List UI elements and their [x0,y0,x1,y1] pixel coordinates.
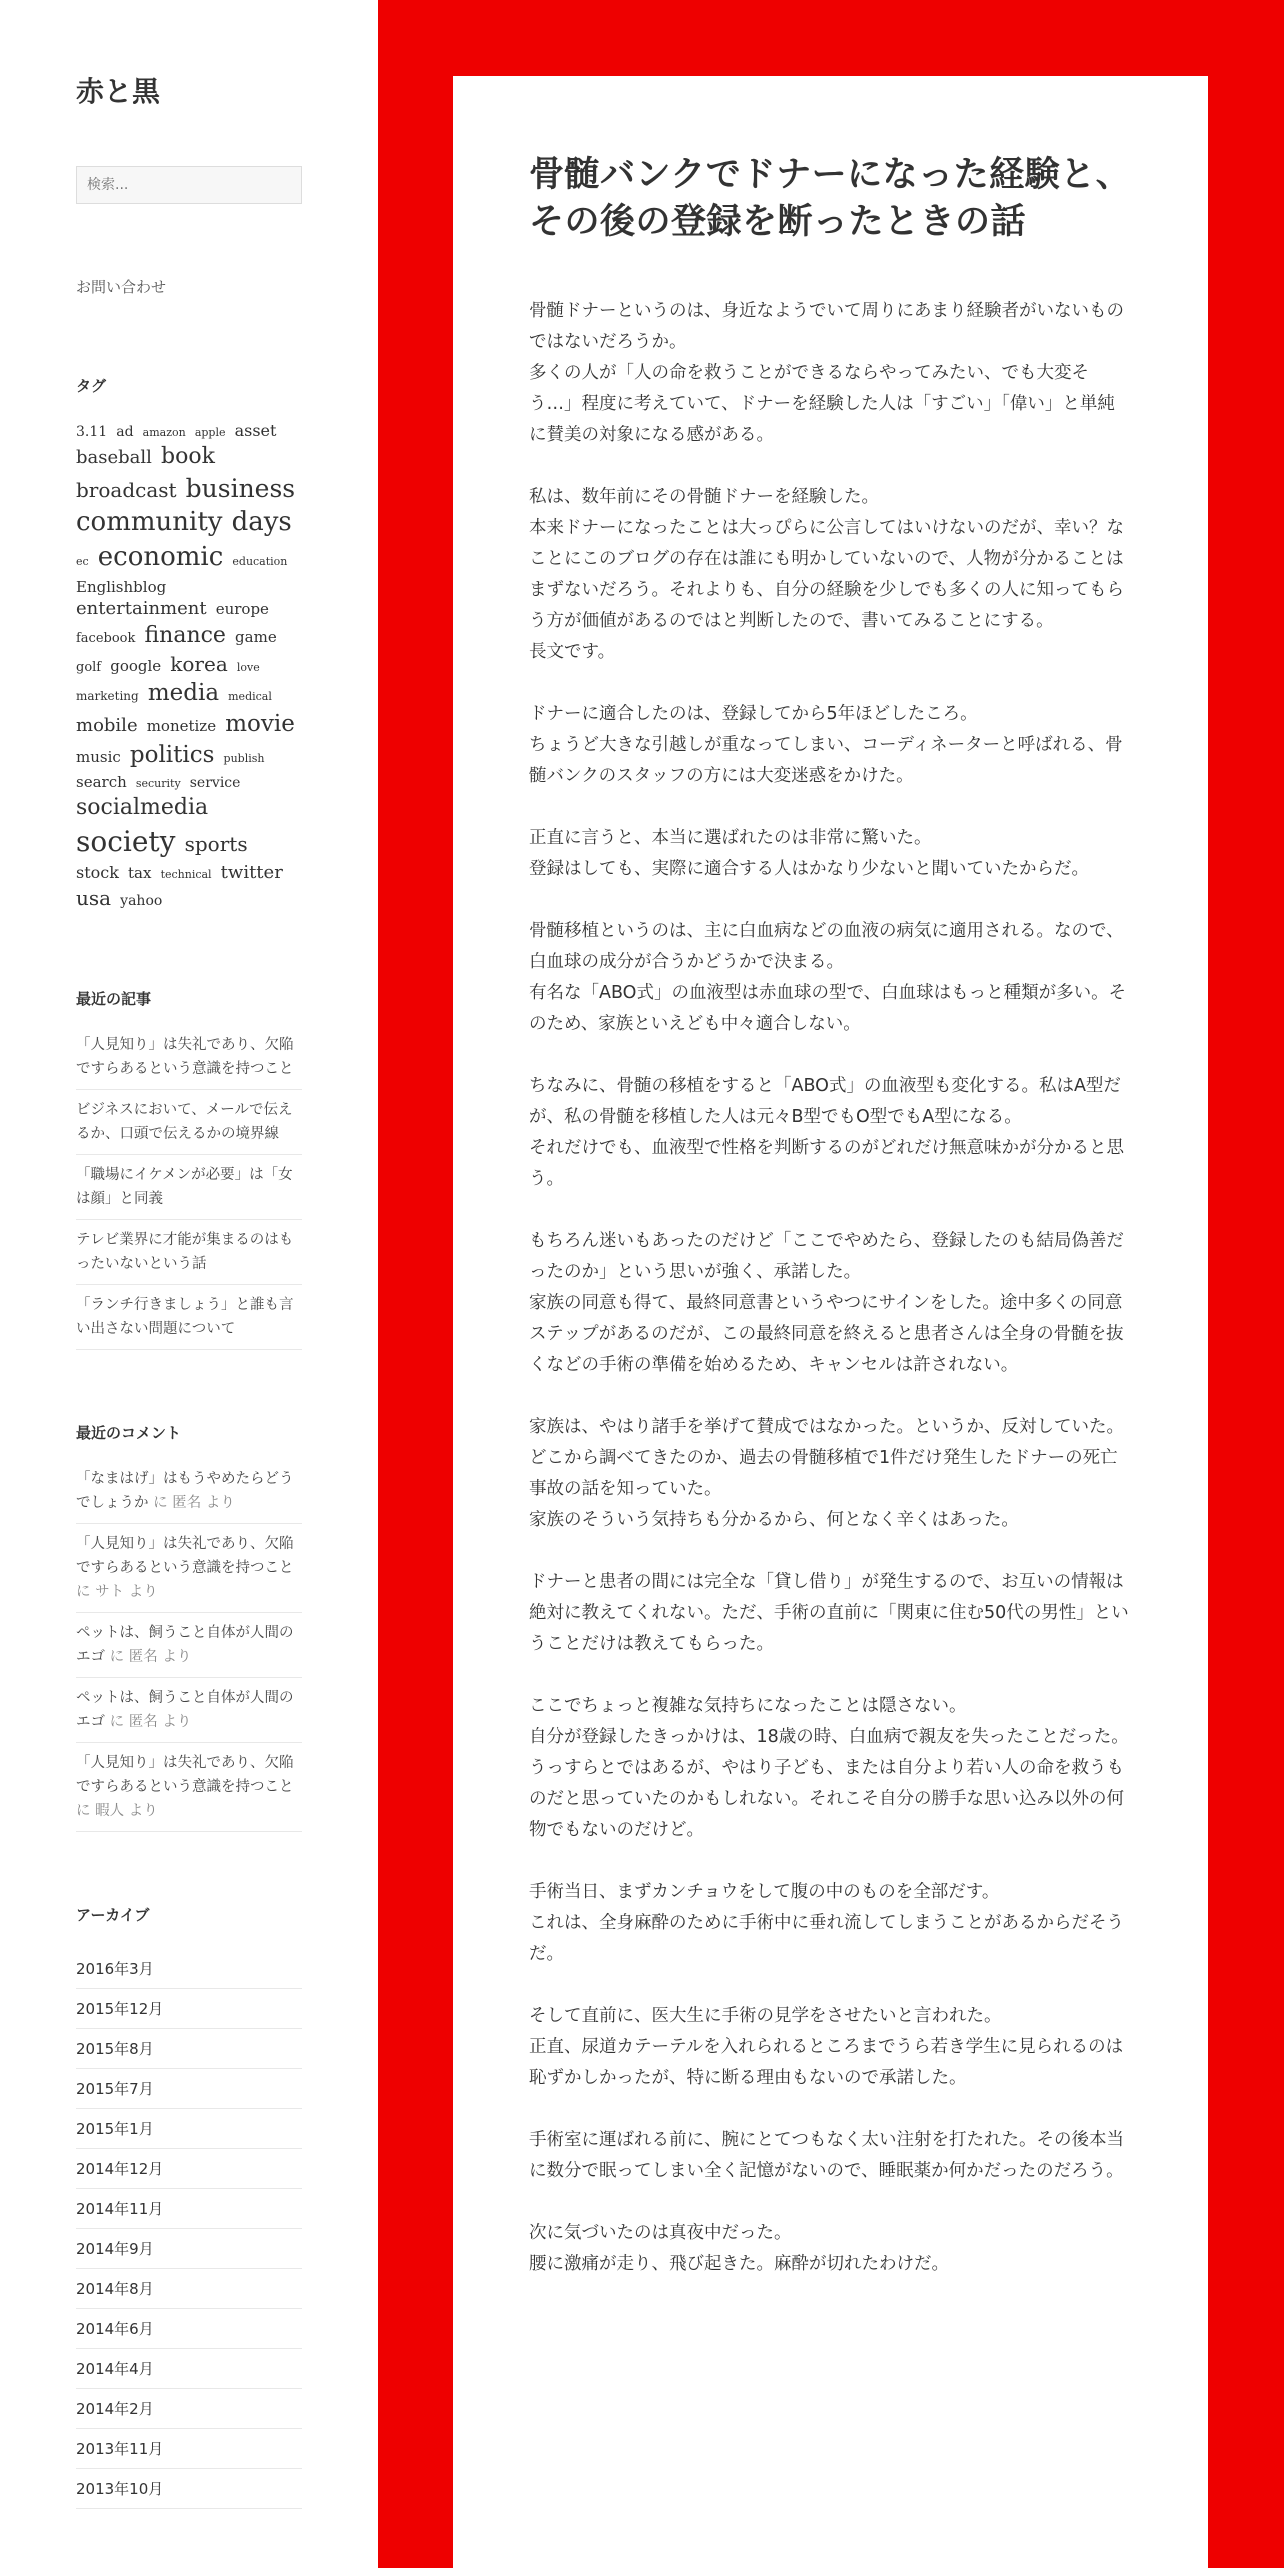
archive-link[interactable]: 2013年11月 [76,2429,302,2469]
tag-cloud [76,420,302,912]
archive-list [76,1949,302,2509]
comment-meta: に 匿名 より [105,1648,192,1665]
archive-link[interactable]: 2015年12月 [76,1989,302,2029]
article-paragraph: 骨髄ドナーというのは、身近なようでいて周りにあまり経験者がいないものではないだろうか。 多くの人が「人の命を救うことができるならやってみたい、でも大変そう…」程度に考えていて、ドナーを経験した人は「すごい」「偉い」と単純に賛美の対象になる感がある。 [529,301,1124,445]
archive-link[interactable]: 2014年6月 [76,2309,302,2349]
tag-link[interactable]: music [76,748,121,767]
recent-post-link[interactable]: テレビ業界に才能が集まるのはもったいないという話 [76,1220,302,1285]
tag-link[interactable]: golf [76,660,102,676]
comment-meta: に 暇人 より [76,1802,158,1819]
sidebar [0,0,378,2568]
tag-link[interactable]: business [185,473,296,503]
recent-comment-item [76,1524,302,1613]
tag-link[interactable]: twitter [220,861,283,883]
archives-heading: アーカイブ [76,1905,150,1924]
article-body [529,296,1132,2280]
archive-link[interactable]: 2015年8月 [76,2029,302,2069]
tags-heading: タグ [76,377,107,395]
archive-link[interactable]: 2015年7月 [76,2069,302,2109]
recent-post-link[interactable]: 「人見知り」は失礼であり、欠陥ですらあるという意識を持つこと [76,1033,302,1090]
tag-link[interactable]: search [76,773,127,792]
nav-contact-link[interactable]: お問い合わせ [76,278,167,296]
tag-link[interactable]: security [135,777,181,791]
article-paragraph: 手術当日、まずカンチョウをして腹の中のものを全部だす。 これは、全身麻酔のために手術中に垂れ流してしまうことがあるからだそうだ。 [529,1882,1124,1964]
tag-link[interactable]: usa [76,885,112,910]
recent-comments-heading: 最近のコメント [76,1423,182,1442]
archive-link[interactable]: 2014年2月 [76,2389,302,2429]
recent-comment-item [76,1613,302,1678]
article-paragraph: 手術室に運ばれる前に、腕にとてつもなく太い注射を打たれた。その後本当に数分で眠ってしまい全く記憶がないので、睡眠薬か何かだったのだろう。 [529,2130,1124,2181]
tag-link[interactable]: entertainment [76,598,207,620]
comment-post-link[interactable]: ペットは、飼うこと自体が人間のエゴ [76,1689,294,1730]
tag-link[interactable]: europe [215,600,269,619]
tag-link[interactable]: monetize [146,717,217,736]
tag-link[interactable]: movie [225,711,295,738]
tag-link[interactable]: yahoo [120,892,163,909]
tag-link[interactable]: broadcast [76,477,177,502]
tag-link[interactable]: tax [128,863,152,882]
tag-link[interactable]: socialmedia [76,795,209,821]
recent-post-link[interactable]: ビジネスにおいて、メールで伝えるか、口頭で伝えるかの境界線 [76,1090,302,1155]
tag-link[interactable]: asset [234,421,277,440]
tag-link[interactable]: days [231,507,292,538]
recent-post-link[interactable]: 「職場にイケメンが必要」は「女は顔」と同義 [76,1155,302,1220]
article-paragraph: 家族は、やはり諸手を挙げて賛成ではなかった。というか、反対していた。 どこから調べてきたのか、過去の骨髄移植で1件だけ発生したドナーの死亡事故の話を知っていた。 家族のそういう気持ちも分かるから、何となく辛くはあった。 [529,1417,1124,1530]
recent-comment-item [76,1678,302,1743]
tag-link[interactable]: baseball [76,446,152,468]
archive-link[interactable]: 2014年9月 [76,2229,302,2269]
tag-link[interactable]: 3.11 [76,424,108,440]
tag-link[interactable]: stock [76,862,119,882]
tag-link[interactable]: society [76,824,176,858]
archive-link[interactable]: 2015年1月 [76,2109,302,2149]
recent-post-link[interactable]: 「ランチ行きましょう」と誰も言い出さない問題について [76,1285,302,1350]
tag-link[interactable]: education [232,555,288,569]
archive-link[interactable]: 2014年12月 [76,2149,302,2189]
tag-link[interactable]: politics [129,742,215,769]
article-paragraph: ドナーと患者の間には完全な「貸し借り」が発生するので、お互いの情報は絶対に教えてくれない。ただ、手術の直前に「関東に住む50代の男性」ということだけは教えてもらった。 [529,1572,1129,1654]
article-paragraph: 正直に言うと、本当に選ばれたのは非常に驚いた。 登録はしても、実際に適合する人はかなり少ないと聞いていたからだ。 [529,828,1089,879]
recent-posts-heading: 最近の記事 [76,989,152,1008]
tag-link[interactable]: medical [228,690,272,704]
tag-link[interactable]: community [76,507,223,538]
archive-link[interactable]: 2014年11月 [76,2189,302,2229]
tag-link[interactable]: amazon [142,426,186,439]
article-paragraph: そして直前に、医大生に手術の見学をさせたいと言われた。 正直、尿道カテーテルを入れられるところまでうら若き学生に見られるのは恥ずかしかったが、特に断る理由もないので承諾した。 [529,2006,1124,2088]
tag-link[interactable]: love [236,661,260,675]
article-paragraph: ここでちょっと複雑な気持ちになったことは隠さない。 自分が登録したきっかけは、18歳の時、白血病で親友を失ったことだった。 うっすらとではあるが、やはり子ども、または自分より若い人の命を救うものだと思っていたのかもしれない。それこそ自分の勝手な思い込み以外の何物でもないのだけど。 [529,1696,1129,1840]
tag-link[interactable]: game [235,628,277,647]
archive-link[interactable]: 2014年8月 [76,2269,302,2309]
article-card [453,76,1208,2568]
comment-meta: に サト より [76,1583,158,1600]
article-paragraph: 次に気づいたのは真夜中だった。 腰に激痛が走り、飛び起きた。麻酔が切れたわけだ。 [529,2223,949,2274]
tag-link[interactable]: finance [144,623,226,649]
comment-post-link[interactable]: 「なまはげ」はもうやめたらどうでしょうか [76,1470,294,1511]
tag-link[interactable]: service [189,775,241,792]
site-title[interactable]: 赤と黒 [76,75,161,108]
tag-link[interactable]: marketing [76,689,139,704]
tag-link[interactable]: Englishblog [76,577,167,596]
article-paragraph: 私は、数年前にその骨髄ドナーを経験した。 本来ドナーになったことは大っぴらに公言してはいけないのだが、幸い？なことにこのブログの存在は誰にも明かしていないので、人物が分かることはまずないだろう。それよりも、自分の経験を少しでも多くの人に知ってもらう方が価値があるのではと判断したので、書いてみることにする。 長文です。 [529,487,1124,662]
tag-link[interactable]: economic [97,542,224,573]
archive-link[interactable]: 2014年4月 [76,2349,302,2389]
comment-post-link[interactable]: ペットは、飼うこと自体が人間のエゴ [76,1624,294,1665]
article-paragraph: もちろん迷いもあったのだけど「ここでやめたら、登録したのも結局偽善だったのか」という思いが強く、承諾した。 家族の同意も得て、最終同意書というやつにサインをした。途中多くの同意ステップがあるのだが、この最終同意を終えると患者さんは全身の骨髄を抜くなどの手術の準備を始めるため、キャンセルは許されない。 [529,1231,1124,1375]
comment-post-link[interactable]: 「人見知り」は失礼であり、欠陥ですらあるという意識を持つこと [76,1754,294,1795]
comment-meta: に 匿名 より [148,1494,235,1511]
archive-link[interactable]: 2013年10月 [76,2469,302,2509]
recent-comment-item [76,1467,302,1524]
tag-link[interactable]: publish [223,752,265,766]
tag-link[interactable]: ec [76,555,89,569]
tag-link[interactable]: google [110,657,162,676]
recent-comment-item [76,1743,302,1832]
tag-link[interactable]: sports [184,831,248,856]
tag-link[interactable]: book [161,443,215,469]
tag-link[interactable]: ad [116,424,134,440]
search-input[interactable] [76,166,302,204]
archive-link[interactable]: 2016年3月 [76,1949,302,1989]
article-paragraph: ドナーに適合したのは、登録してから5年ほどしたころ。 ちょうど大きな引越しが重なってしまい、コーディネーターと呼ばれる、骨髄バンクのスタッフの方には大変迷惑をかけた。 [529,704,1123,786]
tag-link[interactable]: technical [160,867,212,881]
article-paragraph: 骨髄移植というのは、主に白血病などの血液の病気に適用される。なので、白血球の成分が合うかどうかで決まる。 有名な「ABO式」の血液型は赤血球の型で、白血球はもっと種類が多い。そのため、家族といえども中々適合しない。 [529,921,1127,1034]
article-title: 骨髄バンクでドナーになった経験と、その後の登録を断ったときの話 [529,155,1132,242]
comment-meta: に 匿名 より [105,1713,192,1730]
tag-link[interactable]: mobile [76,715,138,737]
tag-link[interactable]: media [147,680,220,707]
tag-link[interactable]: korea [170,652,228,677]
recent-posts-list [76,1033,302,1350]
article-paragraph: ちなみに、骨髄の移植をすると「ABO式」の血液型も変化する。私はA型だが、私の骨髄を移植した人は元々B型でもO型でもA型になる。 それだけでも、血液型で性格を判断するのがどれだけ無意味かが分かると思う。 [529,1076,1124,1189]
comment-post-link[interactable]: 「人見知り」は失礼であり、欠陥ですらあるという意識を持つこと [76,1535,294,1576]
recent-comments-list [76,1467,302,1832]
tag-link[interactable]: apple [194,426,226,439]
tag-link[interactable]: facebook [76,631,136,647]
